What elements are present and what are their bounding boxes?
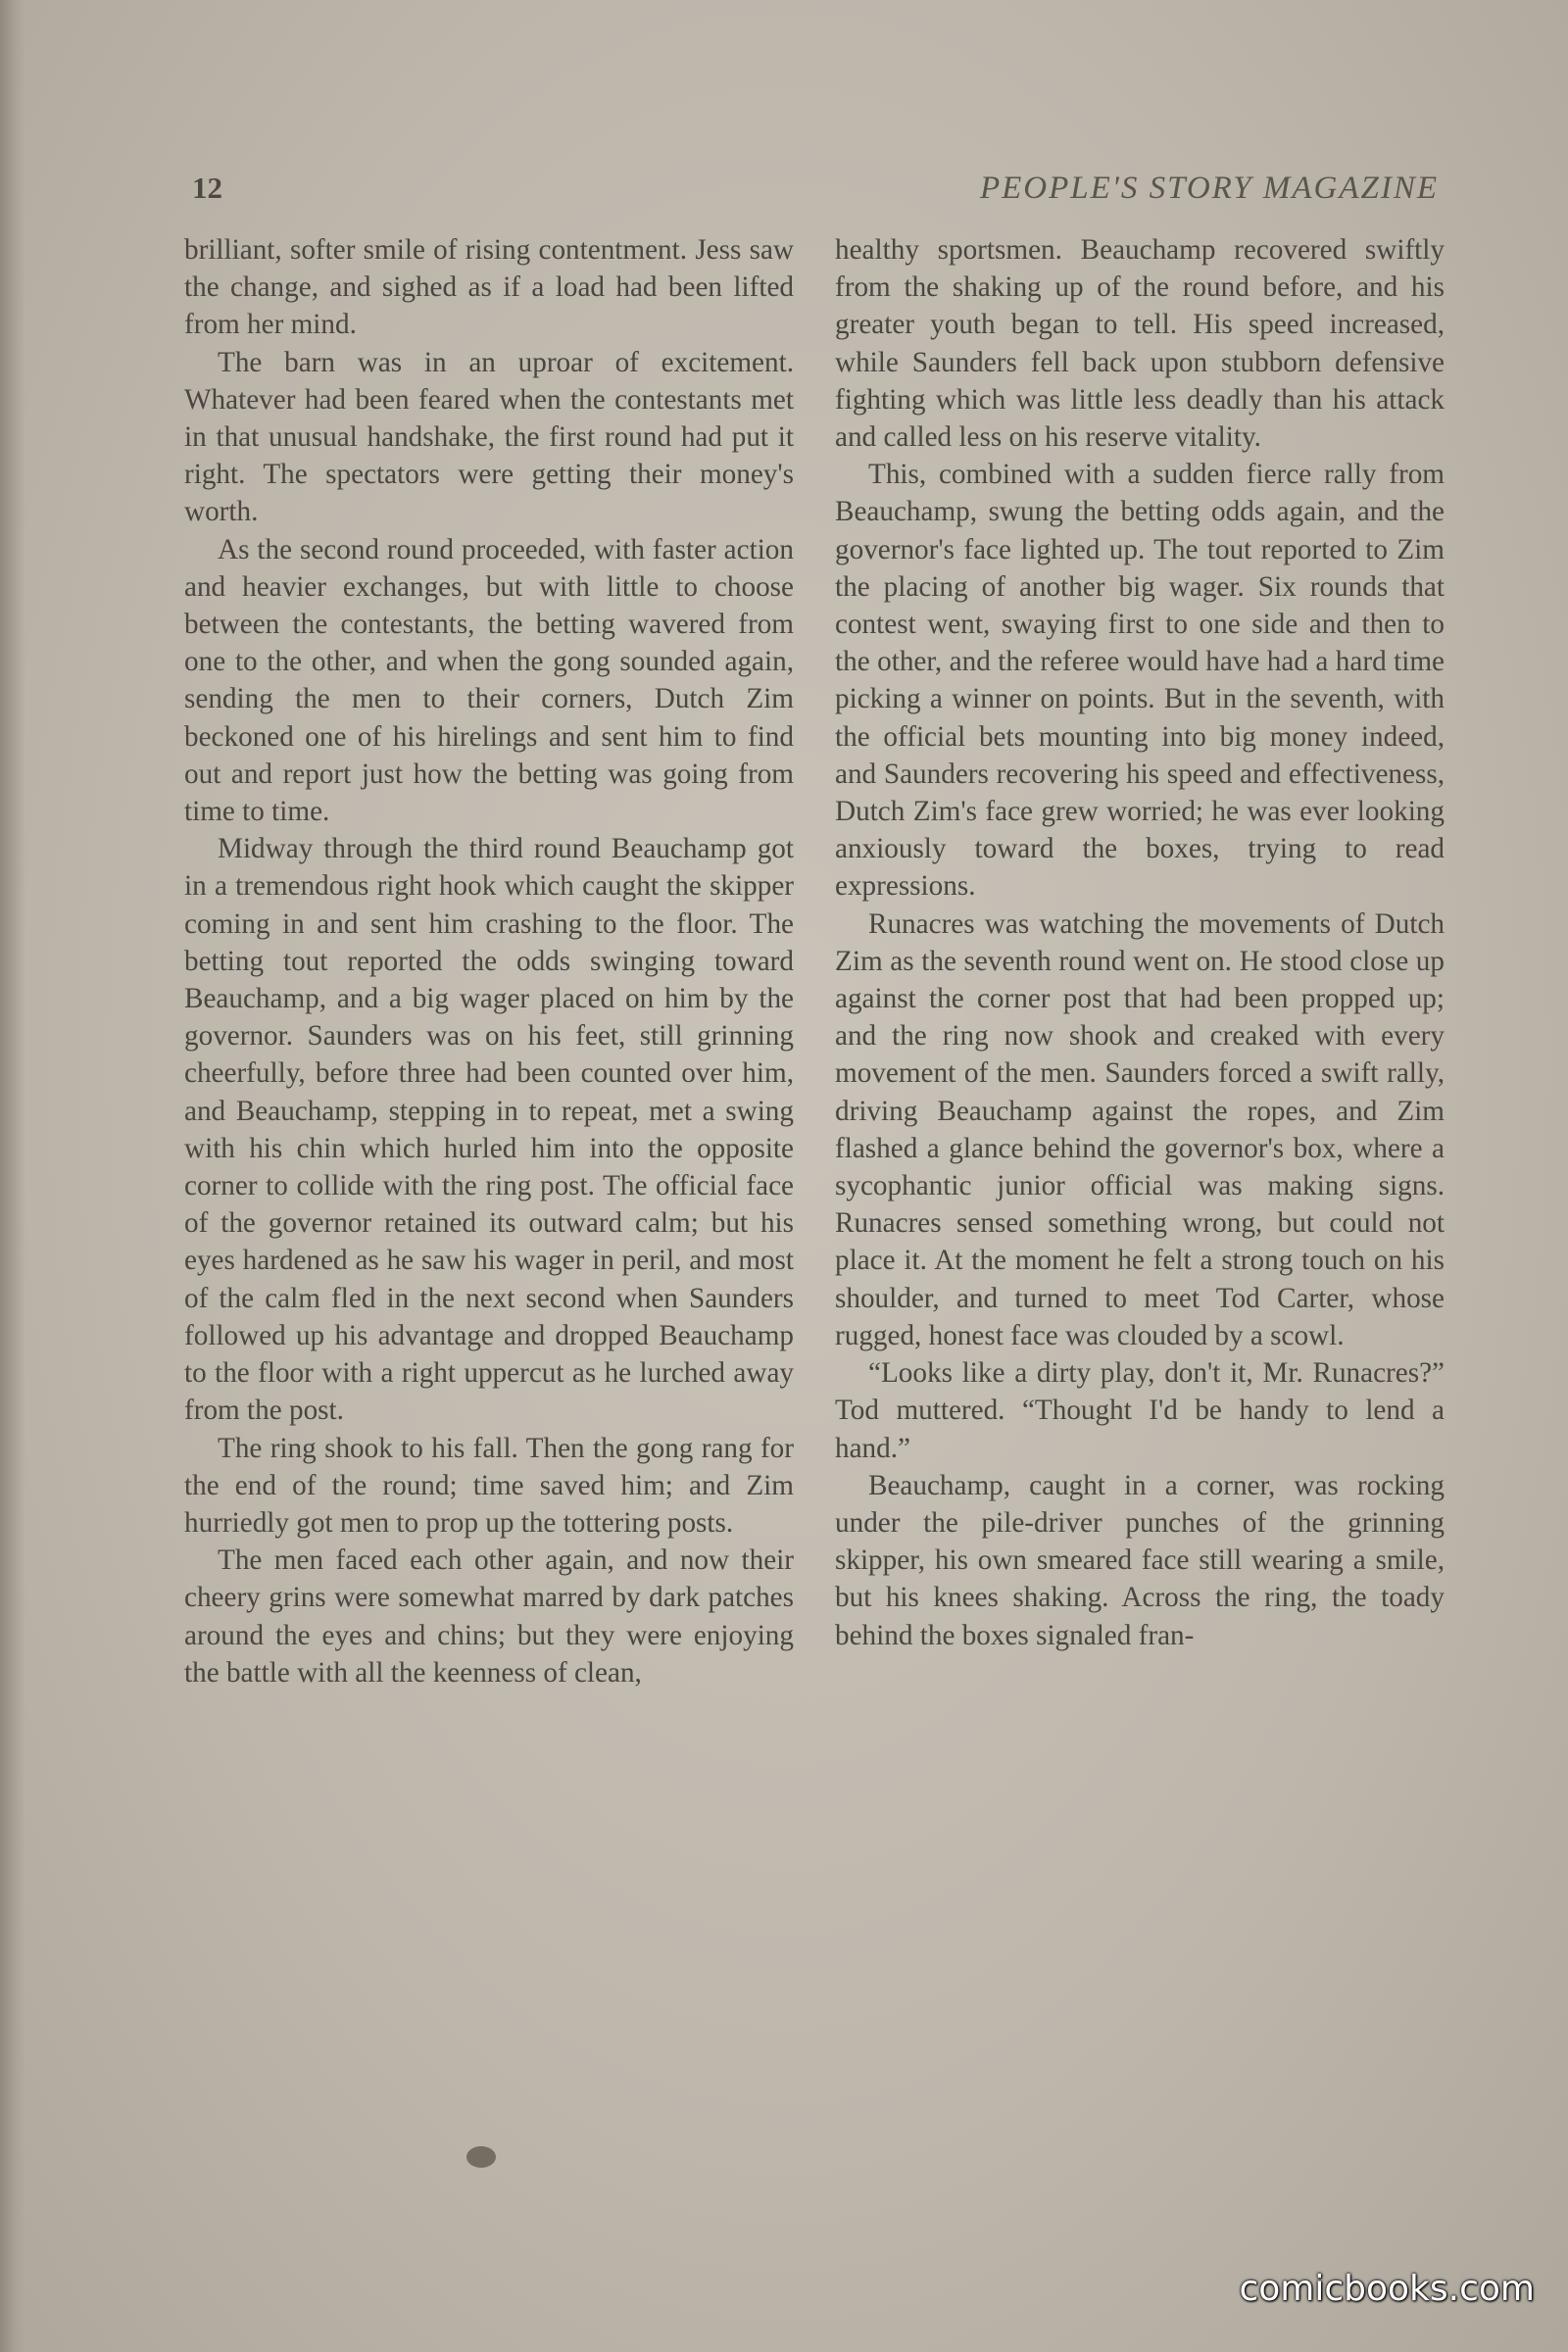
page-number: 12 [192, 171, 222, 205]
ornament-icon [466, 2146, 496, 2168]
page-header [192, 171, 1439, 220]
paragraph: The men faced each other again, and now their cheery grins were somewhat marred by dark patches around the eyes and chins; but they were enjoying the battle with all the keenness of clean, [184, 1544, 794, 1689]
paragraph: The barn was in an uproar of excitement. Whatever had been feared when the contestants met in that unusual handshake, the first round had put it right. The spectators were getting their money's worth. [184, 346, 794, 528]
paragraph: Beauchamp, caught in a corner, was rocking under the pile-driver punches of the grinning skipper, his own smeared face still wearing a smile, but his knees shaking. Across the ring, the toady behind the boxes signaled fran- [835, 1469, 1445, 1651]
paragraph: The ring shook to his fall. Then the gong rang for the end of the round; time saved him; and Zim hurriedly got men to prop up the tottering posts. [184, 1432, 794, 1539]
paragraph: “Looks like a dirty play, don't it, Mr. Runacres?” Tod muttered. “Thought I'd be handy to lend a hand.” [835, 1357, 1445, 1464]
paragraph: Runacres was watching the movements of Dutch Zim as the seventh round went on. He stood close up against the corner post that had been propped up; and the ring now shook and creaked with every movement of the men. Saunders forced a swift rally, driving Beauchamp against the ropes, and Zim flashed a glance behind the governor's box, where a sycophantic junior official was making signs. Runacres sensed something wrong, but could not place it. At the moment he felt a strong touch on his shoulder, and turned to meet Tod Carter, whose rugged, honest face was clouded by a scowl. [835, 907, 1445, 1351]
paragraph: Midway through the third round Beauchamp got in a tremendous right hook which caught the skipper coming in and sent him crashing to the floor. The betting tout reported the odds swinging toward Beauchamp, and a big wager placed on him by the governor. Saunders was on his feet, still grinning cheerfully, before three had been counted over him, and Beauchamp, stepping in to repeat, met a swing with his chin which hurled him into the opposite corner to collide with the ring post. The official face of the governor retained its outward calm; but his eyes hardened as he saw his wager in peril, and most of the calm fled in the next second when Saunders followed up his advantage and dropped Beauchamp to the floor with a right uppercut as he lurched away from the post. [184, 833, 794, 1427]
left-column [184, 231, 794, 1691]
paragraph: brilliant, softer smile of rising contentment. Jess saw the change, and sighed as if a load had been lifted from her mind. [184, 234, 794, 341]
watermark: comicbooks.com [1239, 2269, 1535, 2309]
paragraph: As the second round proceeded, with faster action and heavier exchanges, but with little to choose between the contestants, the betting wavered from one to the other, and when the gong sounded again, sending the men to their corners, Dutch Zim beckoned one of his hirelings and sent him to find out and report just how the betting was going from time to time. [184, 533, 794, 828]
magazine-title: PEOPLE'S STORY MAGAZINE [979, 171, 1439, 206]
paragraph: This, combined with a sudden fierce rally from Beauchamp, swung the betting odds again, and the governor's face lighted up. The tout reported to Zim the placing of another big wager. Six rounds that contest went, swaying first to one side and then to the other, and the referee would have had a hard time picking a winner on points. But in the seventh, with the official bets mounting into big money indeed, and Saunders recovering his speed and effectiveness, Dutch Zim's face grew worried; he was ever looking anxiously toward the boxes, trying to read expressions. [835, 459, 1445, 903]
page-edge [0, 0, 25, 2352]
paragraph: healthy sportsmen. Beauchamp recovered swiftly from the shaking up of the round before, and his greater youth began to tell. His speed increased, while Saunders fell back upon stubborn defensive fighting which was little less deadly than his attack and called less on his reserve vitality. [835, 234, 1445, 454]
right-column [835, 231, 1445, 1654]
